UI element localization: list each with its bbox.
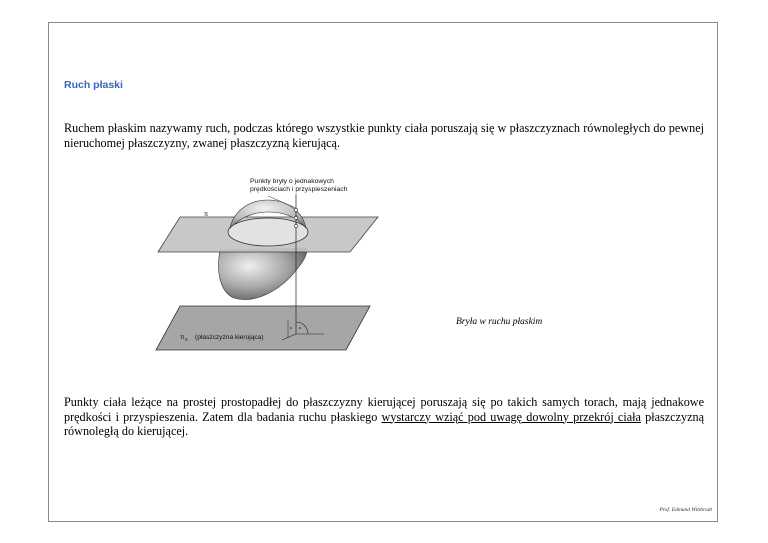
definition-paragraph: Ruchem płaskim nazywamy ruch, podczas którego wszystkie punkty ciała poruszają się w płaszczyznach równoległych do pewnej nieruchomej płaszczyzny, zwanej płaszczyzną kierującą. (64, 121, 704, 150)
point-3 (294, 224, 297, 227)
upper-plane-label: π (204, 212, 209, 218)
lower-plane (156, 306, 370, 350)
rigid-body-figure (150, 172, 380, 354)
conclusion-paragraph (64, 395, 704, 439)
point-1 (294, 208, 297, 211)
annotation-line-2: prędkościach i przyspieszeniach (250, 186, 348, 193)
lower-plane-symbol: π (180, 334, 185, 341)
conclusion-text-1: Punkty ciała leżące na prostej prostopadłej do płaszczyzny kierującej poruszają się po takich samych torach, mają jednakowe prędkości i przyspieszenia. Zatem dla badania ruchu płaskiego (64, 395, 704, 424)
figure-caption: Bryła w ruchu płaskim (456, 317, 543, 327)
point-2 (294, 216, 297, 219)
plane-motion-diagram (150, 172, 380, 354)
page-title: Ruch płaski (64, 79, 123, 91)
body-lower-part (219, 248, 307, 300)
annotation-line-1: Punkty bryły o jednakowych (250, 178, 334, 185)
lower-plane-subscript: 0 (185, 337, 188, 342)
footer-author: Prof. Edmund Wittbrodt (659, 507, 712, 513)
conclusion-underlined: wystarczy wziąć pod uwagę dowolny przekrój ciała (381, 409, 641, 424)
lower-plane-caption: (płaszczyzna kierująca) (195, 334, 264, 341)
page-frame (48, 22, 718, 522)
conclusion-text-2: płaszczyzną równoległą do kierującej. (64, 409, 705, 438)
